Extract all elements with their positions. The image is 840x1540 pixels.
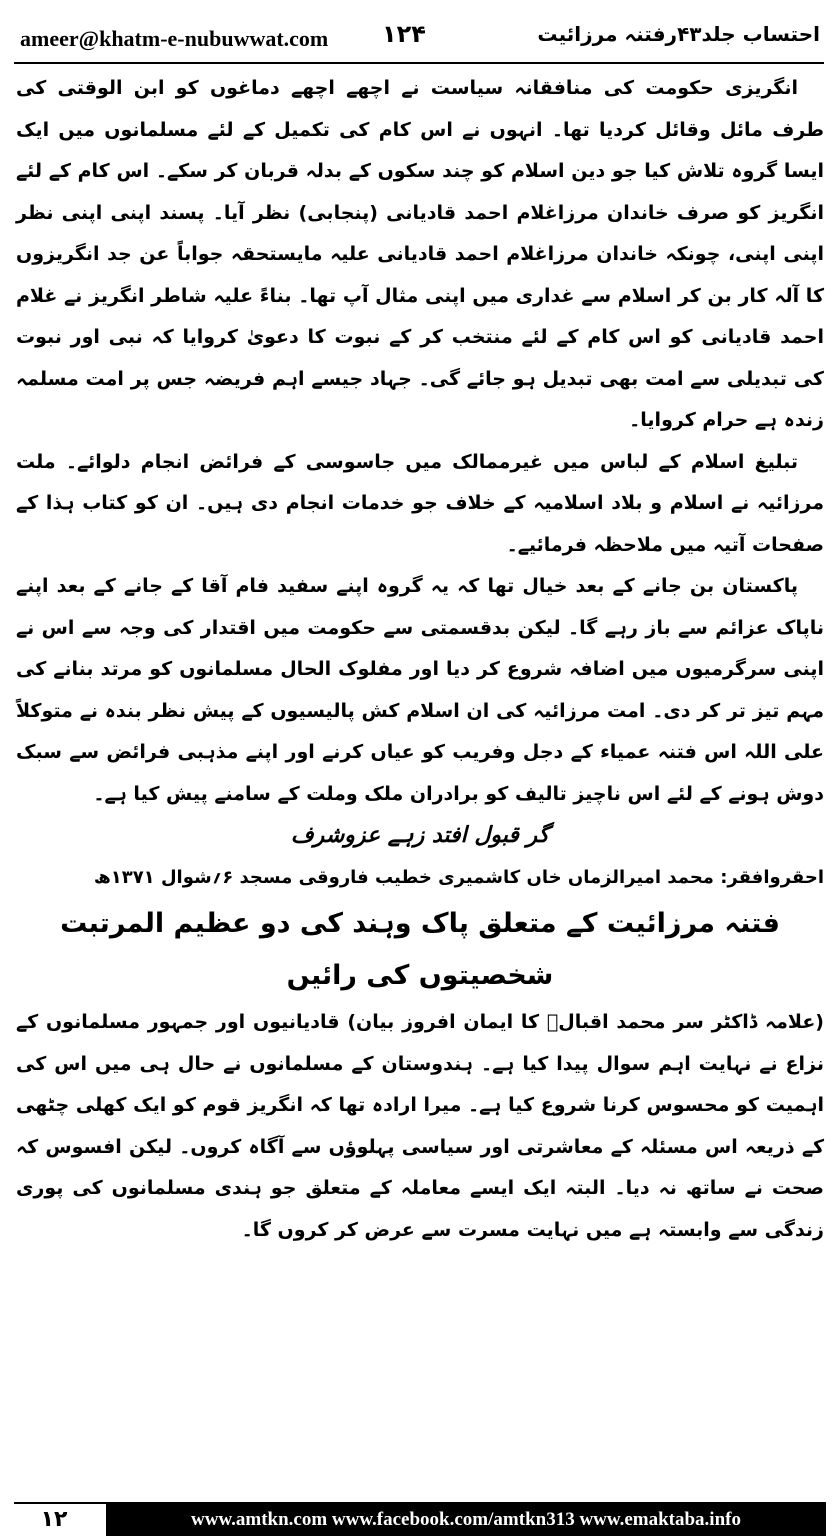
section-heading: فتنہ مرزائیت کے متعلق پاک وہند کی دو عظیم المرتبت شخصیتوں کی رائیں [60, 908, 780, 991]
page-body [16, 68, 824, 1251]
page-header [14, 18, 824, 64]
section-paragraph: (علامہ ڈاکٹر سر محمد اقبالؒ کا ایمان افروز بیان) قادیانیوں اور جمہور مسلمانوں کے نزاع نے نہایت اہم سوال پیدا کیا ہے۔ ہندوستان کے مسلمانوں نے حال ہی میں اس کی اہمیت کو محسوس کرنا شروع کیا ہے۔ میرا ارادہ تھا کہ انگریز قوم کو ایک کھلی چٹھی کے ذریعہ اس مسئلہ کے معاشرتی اور سیاسی پہلوؤں سے آگاہ کروں۔ لیکن افسوس کہ صحت نے ساتھ نہ دیا۔ البتہ ایک ایسے معاملہ کے متعلق جو ہندی مسلمانوں کی پوری زندگی سے وابستہ ہے میں نہایت مسرت سے عرض کر کروں گا۔ [16, 1011, 824, 1241]
footer-website-links[interactable]: www.amtkn.com www.facebook.com/amtkn313 www.emaktaba.info [106, 1504, 826, 1536]
header-page-number: ۱۲۴ [382, 20, 426, 48]
body-paragraph-3: پاکستان بن جانے کے بعد خیال تھا کہ یہ گروہ اپنے سفید فام آقا کے جانے کے بعد اپنے ناپاک عزائم سے باز رہے گا۔ لیکن بدقسمتی سے حکومت میں اقتدار کی وجہ سے اس نے اپنی سرگرمیوں میں اضافہ شروع کر دیا اور مفلوک الحال مسلمانوں کو مرتد بنانے کی مہم تیز تر کر دی۔ امت مرزائیہ کی ان اسلام کش پالیسیوں کے پیش نظر بندہ نے متوکلاً علی اللہ اس فتنہ عمیاء کے دجل وفریب کو عیاں کرنے اور اپنے مذہبی فرائض سے سبک دوش ہونے کے لئے اس ناچیز تالیف کو برادران ملک وملت کے سامنے پیش کیا ہے۔ [16, 575, 824, 805]
page-footer [14, 1502, 826, 1538]
body-paragraph-1: انگریزی حکومت کی منافقانہ سیاست نے اچھے اچھے دماغوں کو ابن الوقتی کی طرف مائل وقائل کردیا تھا۔ انہوں نے اس کام کی تکمیل کے لئے مسلمانوں میں ایک ایسا گروہ تلاش کیا جو دین اسلام کو چند سکوں کے بدلہ قربان کر سکے۔ اس کام کے لئے انگریز کو صرف خاندان مرزاغلام احمد قادیانی (پنجابی) نظر آیا۔ پسند اپنی اپنی نظر اپنی اپنی، چونکہ خاندان مرزاغلام احمد قادیانی علیہ مایستحقہ جواباً عن جد انگریزوں کا آلہ کار بن کر اسلام سے غداری میں اپنی مثال آپ تھا۔ بناءً علیہ شاطر انگریز نے غلام احمد قادیانی کو اس کام کے لئے منتخب کر کے نبوت کا دعویٰ کروایا کہ نبی اور نبوت کی تبدیلی سے امت بھی تبدیل ہو جائے گی۔ جہاد جیسے اہم فریضہ جس پر امت مسلمہ زندہ ہے حرام کروایا۔ [16, 77, 824, 431]
body-paragraph-2: تبلیغ اسلام کے لباس میں غیرممالک میں جاسوسی کے فرائض انجام دلوائے۔ ملت مرزائیہ نے اسلام و بلاد اسلامیہ کے خلاف جو خدمات انجام دی ہیں۔ ان کو کتاب ہذا کے صفحات آتیہ میں ملاحظہ فرمائیے۔ [16, 450, 824, 556]
header-email: ameer@khatm-e-nubuwwat.com [20, 26, 329, 51]
persian-verse: گر قبول افتد زہے عزوشرف [290, 823, 550, 848]
header-title: احتساب جلد۴۳رفتنہ مرزائیت [537, 22, 820, 46]
footer-page-number: ۱۲ [40, 1507, 68, 1532]
author-signature: احقروافقر: محمد امیرالزماں خاں کاشمیری خطیب فاروقی مسجد ۶؍شوال ۱۳۷۱ھ [93, 866, 824, 888]
